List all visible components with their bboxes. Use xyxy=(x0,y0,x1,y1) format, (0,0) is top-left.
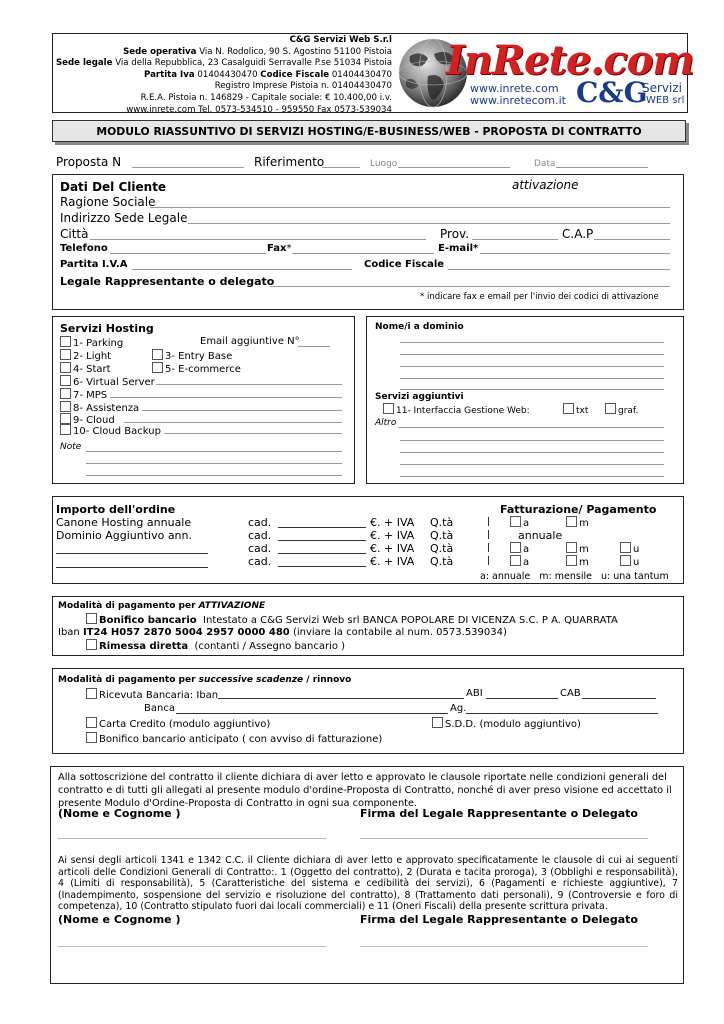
light-checkbox[interactable] xyxy=(60,349,71,360)
fatt-row4-m[interactable]: m xyxy=(566,555,589,568)
fax-field[interactable] xyxy=(292,253,434,254)
interfaccia-checkbox[interactable] xyxy=(383,403,394,414)
firma-label-1: Firma del Legale Rappresentante o Delegato xyxy=(360,807,638,820)
altro-line-5[interactable] xyxy=(400,476,664,477)
hosting-entry[interactable]: 3- Entry Base xyxy=(152,349,232,362)
firma-label-2: Firma del Legale Rappresentante o Delegato xyxy=(360,913,638,926)
importo-row-4-label-field[interactable] xyxy=(56,567,208,568)
cap-field[interactable] xyxy=(594,239,670,240)
fatt-row4-a-checkbox[interactable] xyxy=(510,555,521,566)
email-field[interactable] xyxy=(480,253,670,254)
note-line-2[interactable] xyxy=(86,463,342,464)
telefono-label: Telefono xyxy=(60,243,108,254)
carta-option[interactable]: Carta Credito (modulo aggiuntivo) xyxy=(86,717,270,730)
graf-option[interactable]: graf. xyxy=(605,403,638,416)
altro-line-1[interactable] xyxy=(398,427,664,428)
company-name: C&G Servizi Web S.r.l xyxy=(289,35,392,45)
cab-field[interactable] xyxy=(582,698,656,699)
cap-label: C.A.P xyxy=(562,227,594,241)
luogo-label: Luogo xyxy=(370,159,398,169)
importo-row-3: cad. €. + IVA Q.tà xyxy=(248,542,454,555)
txt-checkbox[interactable] xyxy=(563,403,574,414)
indirizzo-field[interactable] xyxy=(188,223,670,224)
fatt-row1-a[interactable]: a xyxy=(510,516,529,529)
partita-iva-label: Partita I.V.A xyxy=(60,259,128,270)
servizi-aggiuntivi-heading: Servizi aggiuntivi xyxy=(375,392,464,402)
importo-row-4-amount[interactable] xyxy=(278,566,366,567)
dominio-line-3[interactable] xyxy=(400,366,664,367)
nome-cognome-2: (Nome e Cognome ) xyxy=(58,913,181,926)
riferimento-field[interactable] xyxy=(322,167,360,168)
importo-heading: Importo dell'ordine xyxy=(56,503,176,516)
page-title: MODULO RIASSUNTIVO DI SERVIZI HOSTING/E-BUSINESS/WEB - PROPOSTA DI CONTRATTO xyxy=(96,124,642,138)
banca-field[interactable] xyxy=(176,713,448,714)
clausola-2: Ai sensi degli articoli 1341 e 1342 C.C. il Cliente dichiara di aver letto e approvato specificatamente le clausole di cui ai seguenti articoli delle Condizioni Generali di Contratto:. 1 (Oggetto del contratto), 2 (Durata e tacita proroga), 3 (Obblighi e responsabilità), 4 (Limiti di responsabilità), 5 (Caratteristiche del sistema e cedibilità dei servizi), 6 (Pagamenti e richieste aggiuntive), 7 (Inadempimento, sospensione del servizio e risoluzione del contratto), 8 (Trattamento dati personali), 9 (Controversie e foro di competenza), 10 (Contratto stipulato fuori dai locali commerciali) e 11 (Oneri Fiscali) della presente scrittura privata. xyxy=(58,855,678,913)
proposta-label: Proposta N xyxy=(56,155,122,169)
virtual-field[interactable] xyxy=(156,384,342,385)
backup-checkbox[interactable] xyxy=(60,424,71,435)
hosting-cloud[interactable]: 9- Cloud xyxy=(60,413,115,426)
qty-separator-1 xyxy=(488,517,489,526)
dominio-line-1[interactable] xyxy=(400,342,664,343)
fatturazione-heading: Fatturazione/ Pagamento xyxy=(500,503,657,516)
entry-checkbox[interactable] xyxy=(152,349,163,360)
firma-signature-line-2[interactable] xyxy=(360,946,648,947)
fatt-row1-m[interactable]: m xyxy=(566,516,589,529)
importo-row-4: cad. €. + IVA Q.tà xyxy=(248,555,454,568)
hosting-backup[interactable]: 10- Cloud Backup xyxy=(60,424,161,437)
banca-label: Banca xyxy=(144,703,175,714)
ricevuta-option[interactable]: Ricevuta Bancaria: Iban xyxy=(86,688,218,701)
prov-label: Prov. xyxy=(440,227,470,241)
assistenza-field[interactable] xyxy=(142,410,342,411)
parking-checkbox[interactable] xyxy=(60,336,71,347)
dominio-line-5[interactable] xyxy=(400,389,664,390)
altro-line-4[interactable] xyxy=(400,464,664,465)
importo-row-2-amount[interactable] xyxy=(278,540,366,541)
importo-row-2: cad. €. + IVA Q.tà xyxy=(248,529,454,542)
ragione-sociale-label: Ragione Sociale xyxy=(60,195,156,209)
fatt-row3-a-checkbox[interactable] xyxy=(510,542,521,553)
qty-separator-2 xyxy=(488,530,489,539)
hosting-heading: Servizi Hosting xyxy=(60,322,154,335)
logo-servizi: Servizi xyxy=(642,81,683,95)
cliente-note: * indicare fax e email per l'invio dei codici di attivazione xyxy=(420,292,659,302)
logo-brand: InRete.com xyxy=(446,37,694,84)
telefono-field[interactable] xyxy=(110,253,266,254)
logo-url1: www.inrete.com xyxy=(470,82,559,95)
backup-field[interactable] xyxy=(164,433,342,434)
importo-row-3-label-field[interactable] xyxy=(56,553,208,554)
abi-field[interactable] xyxy=(486,698,558,699)
rimessa-checkbox[interactable] xyxy=(86,639,97,650)
txt-option[interactable]: txt xyxy=(563,403,588,416)
importo-row-1-label: Canone Hosting annuale xyxy=(56,516,192,529)
email-label: E-mail* xyxy=(438,243,479,254)
importo-row-1-amount[interactable] xyxy=(278,527,366,528)
altro-label: Altro xyxy=(375,418,397,428)
bonifico-anticipato-option[interactable]: Bonifico bancario anticipato ( con avviso di fatturazione) xyxy=(86,732,382,745)
start-checkbox[interactable] xyxy=(60,362,71,373)
hosting-parking[interactable]: 1- Parking xyxy=(60,336,123,349)
hosting-virtual[interactable]: 6- Virtual Server xyxy=(60,375,155,388)
fatt-row1-a-checkbox[interactable] xyxy=(510,516,521,527)
logo-url2: www.inretecom.it xyxy=(470,94,566,107)
legale-label: Legale Rappresentante o delegato xyxy=(60,275,275,288)
sdd-option[interactable]: S.D.D. (modulo aggiuntivo) xyxy=(432,717,581,730)
qty-separator-3 xyxy=(488,543,489,552)
fatt-row4-u-checkbox[interactable] xyxy=(620,555,631,566)
altro-line-3[interactable] xyxy=(400,452,664,453)
carta-checkbox[interactable] xyxy=(86,717,97,728)
ag-label: Ag. xyxy=(450,703,467,714)
citta-label: Città xyxy=(60,227,89,241)
prov-field[interactable] xyxy=(472,239,558,240)
cab-label: CAB xyxy=(560,688,581,699)
logo xyxy=(398,35,694,111)
firma-signature-line-1[interactable] xyxy=(360,838,648,839)
hosting-assistenza[interactable]: 8- Assistenza xyxy=(60,401,139,414)
fatt-row3-a[interactable]: a xyxy=(510,542,529,555)
logo-web: WEB srl xyxy=(646,95,685,106)
ragione-sociale-field[interactable] xyxy=(150,207,670,208)
rimessa-option[interactable]: Rimessa diretta (contanti / Assegno bancario ) xyxy=(86,639,345,652)
importo-row-2-label: Dominio Aggiuntivo ann. xyxy=(56,529,193,542)
iban-value: IT24 H057 2870 5004 2957 0000 480 xyxy=(82,627,290,638)
ricevuta-checkbox[interactable] xyxy=(86,688,97,699)
logo-cg: C&G xyxy=(576,76,648,109)
citta-field[interactable] xyxy=(90,239,426,240)
data-field[interactable] xyxy=(556,167,648,168)
legale-field[interactable] xyxy=(270,286,670,287)
nome-signature-line-2[interactable] xyxy=(58,946,326,947)
cliente-heading: Dati Del Cliente xyxy=(60,180,167,194)
data-label: Data xyxy=(534,159,556,169)
fatt-row3-m[interactable]: m xyxy=(566,542,589,555)
bonifico-checkbox[interactable] xyxy=(86,613,97,624)
indirizzo-label: Indirizzo Sede Legale xyxy=(60,211,188,225)
cloud-checkbox[interactable] xyxy=(60,413,71,424)
pag-attivazione-heading: Modalità di pagamento per ATTIVAZIONE xyxy=(58,601,266,611)
mps-field[interactable] xyxy=(110,397,342,398)
dominio-heading: Nome/i a dominio xyxy=(375,322,464,332)
fatt-row4-m-checkbox[interactable] xyxy=(566,555,577,566)
fatt-row3-u[interactable]: u xyxy=(620,542,639,555)
graf-checkbox[interactable] xyxy=(605,403,616,414)
pag-rinnovo-heading: Modalità di pagamento per successive scadenze / rinnovo xyxy=(58,675,352,685)
note-line-3[interactable] xyxy=(86,475,342,476)
mps-checkbox[interactable] xyxy=(60,388,71,399)
fatt-row1-m-checkbox[interactable] xyxy=(566,516,577,527)
fatturazione-legend: a: annuale m: mensile u: una tantum xyxy=(480,571,669,582)
partita-iva-field[interactable] xyxy=(132,269,352,270)
fatt-row3-m-checkbox[interactable] xyxy=(566,542,577,553)
dominio-line-2[interactable] xyxy=(400,354,664,355)
cloud-field[interactable] xyxy=(124,422,342,423)
ag-field[interactable] xyxy=(466,713,658,714)
title-bar xyxy=(52,120,686,142)
abi-label: ABI xyxy=(466,688,483,699)
interfaccia-option[interactable]: 11- Interfaccia Gestione Web: xyxy=(383,403,530,416)
qty-separator-4 xyxy=(488,556,489,565)
iban-line: Iban IT24 H057 2870 5004 2957 0000 480 (inviare la contabile al num. 0573.539034) xyxy=(58,627,507,638)
attivazione-label: attivazione xyxy=(512,178,579,192)
fatt-row4-u[interactable]: u xyxy=(620,555,639,568)
proposta-field[interactable] xyxy=(132,167,244,168)
fatt-row2-annuale: annuale xyxy=(518,529,563,542)
fatt-row4-a[interactable]: a xyxy=(510,555,529,568)
nome-cognome-1: (Nome e Cognome ) xyxy=(58,807,181,820)
fatt-row3-u-checkbox[interactable] xyxy=(620,542,631,553)
fax-label: Fax* xyxy=(267,243,292,254)
note-line-1[interactable] xyxy=(86,451,342,452)
luogo-field[interactable] xyxy=(398,167,510,168)
nome-signature-line-1[interactable] xyxy=(58,838,326,839)
codice-fiscale-field[interactable] xyxy=(448,269,670,270)
clausola-1: Alla sottoscrizione del contratto il cliente dichiara di aver letto e approvato le clausole riportate nelle condizioni generali del contratto e di tutti gli allegati al presente modulo d'ordine-Proposta di Contratto, nonché di aver preso visione ed accettato il presente Modulo d'Ordine-Proposta di Contratto in ogni sua componente. xyxy=(58,772,672,809)
bonifico-anticipato-checkbox[interactable] xyxy=(86,732,97,743)
codice-fiscale-label: Codice Fiscale xyxy=(364,259,445,270)
bonifico-option[interactable]: Bonifico bancario Intestato a C&G Servizi Web srl BANCA POPOLARE DI VICENZA S.C. P A. QUARRATA xyxy=(86,613,618,626)
dominio-line-4[interactable] xyxy=(400,378,664,379)
hosting-note-label: Note xyxy=(60,442,82,452)
importo-row-1: cad. €. + IVA Q.tà xyxy=(248,516,454,529)
sdd-checkbox[interactable] xyxy=(432,717,443,728)
altro-line-2[interactable] xyxy=(400,440,664,441)
ecommerce-checkbox[interactable] xyxy=(152,362,163,373)
assistenza-checkbox[interactable] xyxy=(60,401,71,412)
hosting-start[interactable]: 4- Start xyxy=(60,362,111,375)
email-aggiuntive-label: Email aggiuntive N° xyxy=(200,336,300,347)
company-info: C&G Servizi Web S.r.l Sede operativa Via N. Rodolico, 90 S. Agostino 51100 Pistoia Sede legale Via della Repubblica, 23 Casalguidi Serravalle P.se 51034 Pistoia Partita Iva 01404430470 Codice Fiscale 01404430470 Registro Imprese Pistoia n. 01404430470 R.E.A. Pistoia n. 146829 - Capitale sociale: € 10.400,00 i.v. www.inrete.com Tel. 0573-534510 - 959550 Fax 0573-539034 xyxy=(55,35,392,115)
hosting-light[interactable]: 2- Light xyxy=(60,349,111,362)
hosting-ecommerce[interactable]: 5- E-commerce xyxy=(152,362,241,375)
email-aggiuntive-field[interactable] xyxy=(298,346,330,347)
riferimento-label: Riferimento xyxy=(254,155,325,169)
importo-row-3-amount[interactable] xyxy=(278,553,366,554)
ricevuta-iban-field[interactable] xyxy=(218,698,464,699)
virtual-checkbox[interactable] xyxy=(60,375,71,386)
hosting-mps[interactable]: 7- MPS xyxy=(60,388,107,401)
